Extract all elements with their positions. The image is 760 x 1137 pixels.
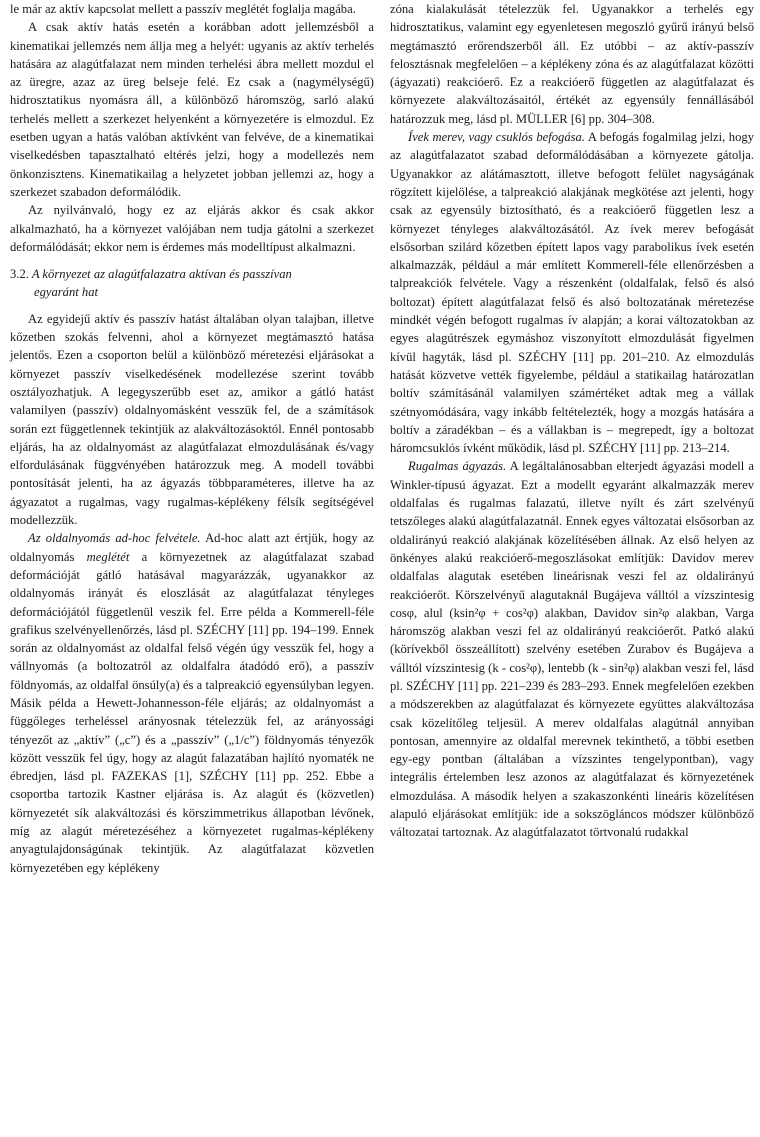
right-column — [390, 0, 754, 842]
run-in-heading: Az oldalnyomás ad-hoc felvétele. — [28, 531, 201, 546]
emphasis: meglétét — [86, 549, 130, 564]
section-title-line1: A környezet az alagútfalazatra aktívan és passzívan — [31, 267, 292, 282]
paragraph — [390, 128, 754, 457]
paragraph-text: a környezetnek az alagútfalazat szabad deformációját gátló hatásával magyarázzák, ugyanakkor az oldalnyomás irányát és eloszlását az alagútfalazat tényleges deformációjától függetlenül veszik fel. Erre példa a Kommerell-féle grafikus szelvényellenőrzés, lásd pl. SZÉCHY [11] pp. 194–199. Ennek során az oldalnyomást az oldalfal felső végén úgy vesszük fel, hogy a vállnyomás (a boltozatról az oldalfalra átadódó erő), a passzív földnyomás, az oldalfal önsúly(a) és a talpreakció egyensúlyban legyen. Másik példa a Hewett-Johannesson-féle eljárás; az oldalnyomást a függőleges terheléssel arányosnak tételezzük fel, az arányossági tényezőt az „aktív” („c”) és a „passzív” („1/c”) földnyomás tényezők között vesszük fel úgy, hogy az alagút falazatában hajlító nyomaték ne ébredjen, lásd pl. FAZEKAS [1], SZÉCHY [11] pp. 252. Ebbe a csoportba tartozik Kastner eljárása is. Az alagút és (közvetlen) környezetét sík alakváltozási és körszimmetrikus állapotban lévőnek, míg az alagút méretezéséhez a környezetet rugalmas-képlékeny anyagtulajdonságúnak tekintjük. Az alagútfalazat közvetlen környezetében egy képlékeny — [10, 549, 374, 875]
paragraph: Az egyidejű aktív és passzív hatást általában olyan talajban, illetve kőzetben szokás felvenni, ahol a környezet megtámasztó hatása jelentős. Ezen a csoporton belül a különböző méretezési eljárásokat a környezet passzív viselkedésének modellezése szerint tovább osztályozhatjuk. A legegyszerűbb eset az, amikor a gátló hatást valamilyen (passzív) oldalnyomásként vesszük fel, de a számítások során ezt függetlennek tekintjük az alakváltozásoktól. Ennél pontosabb eljárás, ha az oldalnyomást az alagútfalazat elmozdulásának és/vagy elfordulásának függvényében határozzuk meg. A modell további pontosítását jelenti, ha az ágyazás többparaméteres, illetve ha az ágyazatot a rugalmas, vagy rugalmas-képlékeny félsík segítségével modellezzük. — [10, 311, 374, 528]
paragraph: le már az aktív kapcsolat mellett a passzív meglétét foglalja magába. — [10, 2, 356, 16]
paragraph: zóna kialakulását tételezzük fel. Ugyanakkor a terhelés egy hidrosztatikus, valamint egy egyenletesen megoszló gyűrű irányú belső megtámasztó erőrendszerből áll. Ez utóbbi – az aktív-passzív felosztásnak megfelelően – a képlékeny zóna és az alagútfalazat közötti (ágyazati) reakcióerő. Ez a reakcióerő független az alagútfalazat és környezete alakváltozásaitól, értékét az egyensúly fennállásából határozzuk meg, lásd pl. MÜLLER [6] pp. 304–308. — [390, 2, 754, 126]
left-column — [10, 0, 374, 877]
paragraph-text: A legáltalánosabban elterjedt ágyazási modell a Winkler-típusú ágyazat. Ezt a modellt egyaránt alkalmazzák merev oldalfalas és rugalmas falazatú, illetve nyílt és zárt szelvényű tetszőleges alakú alagútfalazatnál. Ennek egyes változatai elsősorban az oldalirányú reakció alakjának közelítésében állnak. Az első helyen az önkényes alakú reakcióerő-megoszlásokat említjük: Davidov merev oldalfalas alagutak esetében lineárisnak veszi fel az oldalirányú reakcióerőt. Körszelvényű alagutaknál Bugájeva válltól a vízszintesig cosφ, alul (ksin²φ + cos²φ) alakban, Davidov sin²φ alakban, Varga háromszög alakban veszi fel az oldalirányú reakcióerőt. Patkó alakú (körívekből összeállított) szelvény esetében Zurabov és Bugájeva a válltól vízszintesig (k - cos²φ), lentebb (k - sin²φ) alakban veszi fel, lásd pl. SZÉCHY [11] pp. 221–239 és 283–293. Ennek megfelelően ezekben a módszerekben az alagútfalazat és környezete együttes alakváltozása csak közelítőleg teljesül. A merev oldalfalas alagútnál annyiban pontosan, amennyire az oldalfal merevnek tekinthető, a többi esetben egy-egy pontban (általában a vízszintes tengelypontban), vagy integrális értelemben lesz azonos az alagútfalazat és környezetének elmozdulása. A második helyen a szakaszonkénti lineáris közelítésen alapuló eljárásokat említjük: ide a sokszögláncos módszer különböző változatai tartoznak. Az alagútfalazatot törtvonalú rudakkal — [390, 459, 754, 840]
paragraph — [390, 457, 754, 841]
paragraph: Az nyilvánvaló, hogy ez az eljárás akkor és csak akkor alkalmazható, ha a környezet valójában nem tudja gátolni a szerkezet deformálódását; ekkor nem is érdemes más modelltípust alkalmazni. — [10, 203, 374, 254]
paragraph: A csak aktív hatás esetén a korábban adott jellemzésből a kinematikai jellemzés nem állja meg a helyét: ugyanis az aktív terhelés hatására az alagútfalazat nem minden terhelési ábra mellett mozdul el az üregre, azaz az üreg belseje felé. Ez csak a (nagymélységű) hidrosztatikus nyomásra áll, a különböző háromszög, sarló alakú terhelés mellett a szerkezet helyenként a környezetére is elmozdul. Ez esetben ugyan a hatás valóban aktívként van felvéve, de a kinematikai viselkedésben tapasztalható eltérés jelzi, hogy a modellezés nem önkonzisztens. Kinematikailag a helyzetet jobban jellemzi az, hogy a szerkezet szabadon deformálódik. — [10, 20, 374, 199]
section-title-line2: egyaránt hat — [34, 285, 99, 300]
section-heading — [10, 265, 374, 302]
section-number: 3.2. — [10, 267, 29, 282]
run-in-heading: Ívek merev, vagy csuklós befogása. — [408, 130, 585, 145]
run-in-heading: Rugalmas ágyazás. — [408, 459, 507, 474]
paragraph-text: Ad-hoc alatt azt értjük, hogy az oldalnyomás — [10, 531, 374, 564]
paragraph-text: A befogás fogalmilag jelzi, hogy az alagútfalazatot szabad deformálódásában a környezete gátolja. Ugyanakkor az alátámasztott, illetve befogott felület nagyságának rögzített kijelölése, a talpreakció alakjának megkötése azt jelenti, hogy csak az egyensúly biztosítható, és a reakcióerő független lesz a környezet tényleges alakváltozásától. Az ívek merev befogását elsősorban szilárd kőzetben épített lapos vagy parabolikus ívek esetén alkalmazzák, például a már említett Kommerell-féle ellenőrzésben a talpreakciók felvétele. Vagy a részenként (oldalfalak, felső és alsó boltozat) épített alagútfalazat felső és alsó boltozatának méretezése mindkét végén befogott rugalmas ív alapján; a korai változatokban az egyes alagútrészek egymáshoz viszonyított elmozdulását figyelmen kívül hagyták, lásd pl. SZÉCHY [11] pp. 201–210. Az elmozdulás hatását közvetve vették figyelembe, például a statikailag határozatlan boltív számításánál valamilyen számértéket adtak meg a vállak szétnyomódására, vagy inkább feltételezték, hogy a mozgás hatására a boltív a záradékban – és a vállakban is – megrepedt, így a boltozat háromcsuklós ívként működik, lásd pl. SZÉCHY [11] pp. 213–214. — [390, 130, 754, 456]
paragraph — [10, 529, 374, 877]
